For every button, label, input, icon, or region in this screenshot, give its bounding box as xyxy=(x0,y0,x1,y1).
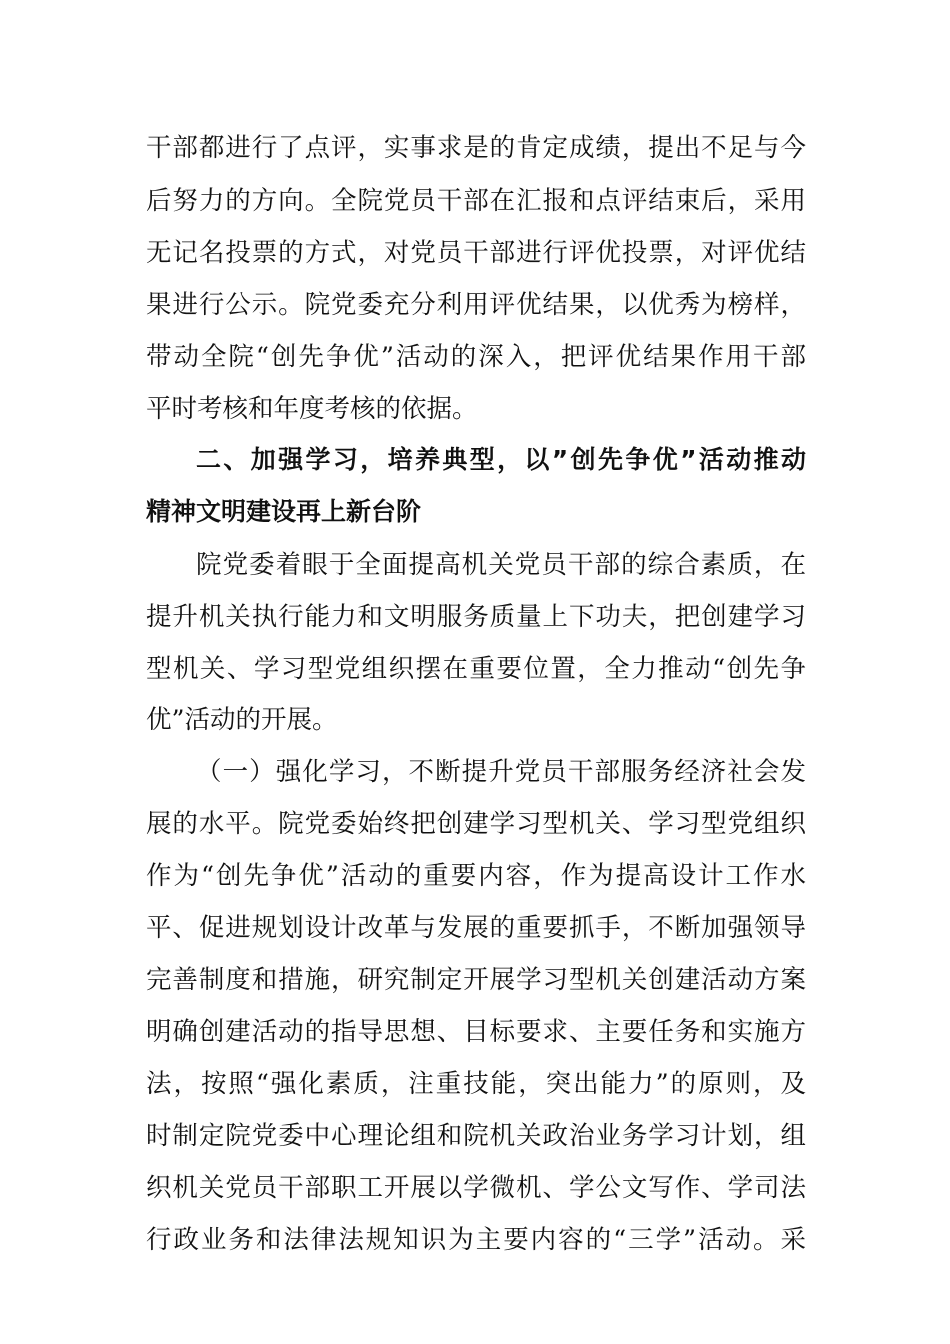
section-heading-line: 精神文明建设再上新台阶 xyxy=(146,497,422,526)
paragraph-3-line: 平、促进规划设计改革与发展的重要抓手，不断加强领导 xyxy=(146,913,806,943)
paragraph-3-line: 明确创建活动的指导思想、目标要求、主要任务和实施方 xyxy=(146,1017,806,1047)
paragraph-2-line: 优”活动的开展。 xyxy=(146,705,338,735)
paragraph-1-line: 平时考核和年度考核的依据。 xyxy=(146,394,478,424)
paragraph-3-line: 作为“创先争优”活动的重要内容，作为提高设计工作水 xyxy=(146,861,806,891)
paragraph-1-line: 干部都进行了点评，实事求是的肯定成绩，提出不足与今 xyxy=(146,133,806,163)
paragraph-3-line: 织机关党员干部职工开展以学微机、学公文写作、学司法 xyxy=(146,1173,806,1203)
paragraph-1-line: 后努力的方向。全院党员干部在汇报和点评结束后，采用 xyxy=(146,186,806,216)
paragraph-3-line: 展的水平。院党委始终把创建学习型机关、学习型党组织 xyxy=(146,809,806,839)
paragraph-3-line: 完善制度和措施，研究制定开展学习型机关创建活动方案 xyxy=(146,965,806,995)
paragraph-3-line: 时制定院党委中心理论组和院机关政治业务学习计划，组 xyxy=(146,1121,806,1151)
paragraph-1-line: 带动全院“创先争优”活动的深入，把评优结果作用干部 xyxy=(146,342,806,372)
paragraph-1-line: 无记名投票的方式，对党员干部进行评优投票，对评优结 xyxy=(146,238,806,268)
paragraph-2-line: 提升机关执行能力和文明服务质量上下功夫，把创建学习 xyxy=(146,602,806,632)
paragraph-2-line: 院党委着眼于全面提高机关党员干部的综合素质，在 xyxy=(196,550,806,580)
paragraph-2-line: 型机关、学习型党组织摆在重要位置，全力推动“创先争 xyxy=(146,654,806,684)
section-heading-line: 二、加强学习，培养典型，以”创先争优”活动推动 xyxy=(196,445,806,474)
paragraph-3-line: 行政业务和法律法规知识为主要内容的“三学”活动。采 xyxy=(146,1225,806,1255)
paragraph-3-line: 法，按照“强化素质，注重技能，突出能力”的原则，及 xyxy=(146,1069,806,1099)
paragraph-3-line: （一）强化学习，不断提升党员干部服务经济社会发 xyxy=(196,757,806,787)
paragraph-1-line: 果进行公示。院党委充分利用评优结果，以优秀为榜样， xyxy=(146,290,806,320)
